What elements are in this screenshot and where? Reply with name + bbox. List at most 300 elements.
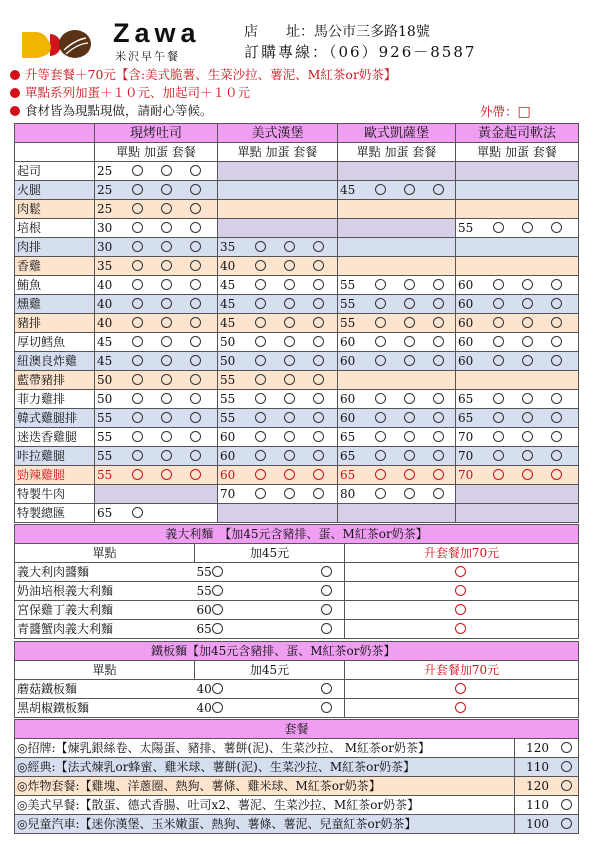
price-value: 55 <box>196 564 212 579</box>
price-cell <box>95 295 218 314</box>
option-circle-icon[interactable] <box>313 260 324 271</box>
option-circle-icon[interactable] <box>190 393 201 404</box>
option-circle-icon[interactable] <box>404 412 415 423</box>
option-circle-icon[interactable] <box>190 355 201 366</box>
sub-header: 單點 加蛋 套餐 <box>218 143 338 162</box>
price-value: 30 <box>97 220 113 235</box>
option-circle-icon[interactable] <box>375 184 386 195</box>
price-cell <box>95 162 218 181</box>
option-circle-icon[interactable] <box>493 450 504 461</box>
menu-row <box>15 257 579 276</box>
price-cell <box>95 466 218 485</box>
price-cell <box>95 257 218 276</box>
option-circle-icon[interactable] <box>561 799 572 810</box>
takeout-checkbox[interactable]: 外帶：□ <box>480 104 531 120</box>
option-circle-icon[interactable] <box>313 431 324 442</box>
menu-item-name: 豬排 <box>15 314 95 333</box>
option-circle-icon[interactable] <box>132 184 143 195</box>
option-circle-icon[interactable] <box>551 431 562 442</box>
price-value: 55 <box>97 410 113 425</box>
price-value: 55 <box>340 315 356 330</box>
option-circle-icon[interactable] <box>190 260 201 271</box>
option-circle-icon[interactable] <box>313 412 324 423</box>
set-meal-name: ◎招牌:【煉乳銀絲卷、太陽蛋、豬排、薯餅(泥)、生菜沙拉、 M紅茶or奶茶】 <box>15 739 515 758</box>
option-circle-icon[interactable] <box>132 507 143 518</box>
option-circle-icon[interactable] <box>161 203 172 214</box>
option-circle-icon[interactable] <box>522 431 533 442</box>
option-circle-icon[interactable] <box>522 393 533 404</box>
option-circle-icon[interactable] <box>313 450 324 461</box>
price-cell <box>456 200 579 219</box>
option-circle-icon[interactable] <box>404 317 415 328</box>
option-circle-icon[interactable] <box>404 298 415 309</box>
option-circle-icon[interactable] <box>161 260 172 271</box>
option-circle-icon[interactable] <box>190 374 201 385</box>
iron-col-single: 單點 <box>15 661 195 680</box>
option-circle-icon[interactable] <box>190 298 201 309</box>
option-circle-icon[interactable] <box>132 393 143 404</box>
option-circle-icon[interactable] <box>190 412 201 423</box>
option-circle-icon[interactable] <box>313 317 324 328</box>
option-circle-icon[interactable] <box>522 317 533 328</box>
option-circle-icon[interactable] <box>433 469 444 480</box>
option-circle-icon[interactable] <box>433 355 444 366</box>
price-cell <box>456 447 579 466</box>
set-meal-price-cell <box>515 796 579 815</box>
option-circle-icon[interactable] <box>404 355 415 366</box>
option-circle-icon[interactable] <box>161 184 172 195</box>
option-circle-icon[interactable] <box>161 241 172 252</box>
option-circle-icon[interactable] <box>132 450 143 461</box>
option-circle-icon[interactable] <box>255 241 266 252</box>
option-circle-icon[interactable] <box>132 241 143 252</box>
price-cell <box>95 371 218 390</box>
price-value: 45 <box>220 296 236 311</box>
price-cell <box>95 200 218 219</box>
option-circle-icon[interactable] <box>551 336 562 347</box>
option-circle-icon[interactable] <box>132 317 143 328</box>
note-addons: 單點系列加蛋＋１０元、加起司＋１０元 <box>10 84 250 102</box>
option-circle-icon[interactable] <box>404 450 415 461</box>
option-circle-icon[interactable] <box>255 450 266 461</box>
option-circle-icon[interactable] <box>284 317 295 328</box>
price-cell <box>218 162 338 181</box>
price-cell <box>95 333 218 352</box>
option-circle-icon[interactable] <box>161 469 172 480</box>
menu-item-name: 咔拉雞腿 <box>15 447 95 466</box>
menu-row <box>15 333 579 352</box>
option-circle-icon[interactable] <box>455 623 466 634</box>
option-circle-icon[interactable] <box>190 317 201 328</box>
price-cell <box>456 352 579 371</box>
option-circle-icon[interactable] <box>212 702 223 713</box>
option-circle-icon[interactable] <box>313 279 324 290</box>
option-circle-icon[interactable] <box>493 222 504 233</box>
price-value: 50 <box>220 353 236 368</box>
option-circle-icon[interactable] <box>433 317 444 328</box>
option-circle-icon[interactable] <box>433 412 444 423</box>
option-circle-icon[interactable] <box>284 374 295 385</box>
option-circle-icon[interactable] <box>132 298 143 309</box>
option-circle-icon[interactable] <box>321 585 332 596</box>
menu-item-name: 起司 <box>15 162 95 181</box>
option-circle-icon[interactable] <box>522 298 533 309</box>
option-circle-icon[interactable] <box>161 279 172 290</box>
menu-row <box>15 485 579 504</box>
option-circle-icon[interactable] <box>313 336 324 347</box>
price-cell <box>195 601 345 620</box>
iron-menu-table <box>14 641 579 718</box>
price-cell <box>338 447 456 466</box>
option-circle-icon[interactable] <box>255 336 266 347</box>
option-circle-icon[interactable] <box>375 469 386 480</box>
option-circle-icon[interactable] <box>132 412 143 423</box>
option-circle-icon[interactable] <box>212 683 223 694</box>
set-meal-price-cell <box>515 739 579 758</box>
menu-item-name: 燻雞 <box>15 295 95 314</box>
option-circle-icon[interactable] <box>132 279 143 290</box>
option-circle-icon[interactable] <box>433 393 444 404</box>
menu-row <box>15 219 579 238</box>
option-circle-icon[interactable] <box>455 566 466 577</box>
menu-row <box>15 352 579 371</box>
option-circle-icon[interactable] <box>493 469 504 480</box>
brand-subtitle: 米沢早午餐 <box>115 51 180 63</box>
option-circle-icon[interactable] <box>375 298 386 309</box>
option-circle-icon[interactable] <box>284 450 295 461</box>
option-circle-icon[interactable] <box>493 431 504 442</box>
option-circle-icon[interactable] <box>321 683 332 694</box>
address-line <box>244 22 430 42</box>
pasta-col-add: 加45元 <box>195 544 345 563</box>
option-circle-icon[interactable] <box>161 298 172 309</box>
option-circle-icon[interactable] <box>132 355 143 366</box>
option-circle-icon[interactable] <box>375 279 386 290</box>
menu-item-name: 蘑菇鐵板麵 <box>15 680 195 699</box>
option-circle-icon[interactable] <box>551 469 562 480</box>
menu-row <box>15 314 579 333</box>
price-value: 40 <box>97 277 113 292</box>
option-circle-icon[interactable] <box>212 623 223 634</box>
option-circle-icon[interactable] <box>375 317 386 328</box>
price-value: 60 <box>458 353 474 368</box>
iron-title: 鐵板麵【加45元含豬排、蛋、M紅茶or奶茶】 <box>15 642 579 661</box>
category-caesar: 歐式凱薩堡 <box>338 124 456 143</box>
option-circle-icon[interactable] <box>321 604 332 615</box>
option-circle-icon[interactable] <box>212 566 223 577</box>
option-circle-icon[interactable] <box>551 298 562 309</box>
iron-column-row <box>15 661 579 680</box>
option-circle-icon[interactable] <box>132 165 143 176</box>
option-circle-icon[interactable] <box>284 355 295 366</box>
option-circle-icon[interactable] <box>190 431 201 442</box>
price-cell <box>338 333 456 352</box>
category-header-row <box>15 124 579 143</box>
option-circle-icon[interactable] <box>284 488 295 499</box>
option-circle-icon[interactable] <box>161 412 172 423</box>
price-value: 45 <box>97 353 113 368</box>
option-circle-icon[interactable] <box>255 260 266 271</box>
pasta-column-row <box>15 544 579 563</box>
price-cell <box>456 409 579 428</box>
option-circle-icon[interactable] <box>522 222 533 233</box>
option-circle-icon[interactable] <box>455 585 466 596</box>
menu-item-name: 肉鬆 <box>15 200 95 219</box>
option-circle-icon[interactable] <box>493 393 504 404</box>
price-value: 110 <box>526 759 550 774</box>
option-circle-icon[interactable] <box>284 412 295 423</box>
option-circle-icon[interactable] <box>284 241 295 252</box>
option-circle-icon[interactable] <box>190 203 201 214</box>
option-circle-icon[interactable] <box>161 165 172 176</box>
option-circle-icon[interactable] <box>551 317 562 328</box>
option-circle-icon[interactable] <box>132 431 143 442</box>
option-circle-icon[interactable] <box>321 623 332 634</box>
option-circle-icon[interactable] <box>551 279 562 290</box>
option-circle-icon[interactable] <box>190 165 201 176</box>
price-value: 50 <box>97 372 113 387</box>
option-circle-icon[interactable] <box>522 469 533 480</box>
menu-item-name: 肉排 <box>15 238 95 257</box>
price-value: 65 <box>340 448 356 463</box>
option-circle-icon[interactable] <box>455 683 466 694</box>
option-circle-icon[interactable] <box>493 412 504 423</box>
option-circle-icon[interactable] <box>493 279 504 290</box>
price-cell <box>195 563 345 582</box>
bullet-icon <box>10 106 20 116</box>
menu-item-name: 迷迭香雞腿 <box>15 428 95 447</box>
price-cell <box>338 257 456 276</box>
price-value: 55 <box>97 467 113 482</box>
option-circle-icon[interactable] <box>561 742 572 753</box>
price-cell <box>338 485 456 504</box>
price-cell <box>95 390 218 409</box>
price-value: 55 <box>220 410 236 425</box>
option-circle-icon[interactable] <box>433 298 444 309</box>
menu-item-name: 培根 <box>15 219 95 238</box>
option-circle-icon[interactable] <box>493 336 504 347</box>
price-cell <box>338 390 456 409</box>
option-circle-icon[interactable] <box>190 469 201 480</box>
option-circle-icon[interactable] <box>493 298 504 309</box>
pasta-menu-table <box>14 524 579 639</box>
option-circle-icon[interactable] <box>404 469 415 480</box>
pasta-col-single: 單點 <box>15 544 195 563</box>
price-cell <box>338 409 456 428</box>
option-circle-icon[interactable] <box>161 336 172 347</box>
option-circle-icon[interactable] <box>433 336 444 347</box>
option-circle-icon[interactable] <box>551 393 562 404</box>
menu-row <box>15 181 579 200</box>
option-circle-icon[interactable] <box>161 374 172 385</box>
option-circle-icon[interactable] <box>404 336 415 347</box>
menu-row <box>15 162 579 181</box>
option-circle-icon[interactable] <box>375 393 386 404</box>
set-meal-name: ◎兒童汽車:【迷你漢堡、玉米嫩蛋、熱狗、薯條、薯泥、兒童紅茶or奶茶】 <box>15 815 515 834</box>
menu-row <box>15 620 579 639</box>
option-circle-icon[interactable] <box>313 488 324 499</box>
menu-item-name: 青醬蟹肉義大利麵 <box>15 620 195 639</box>
option-circle-icon[interactable] <box>313 374 324 385</box>
option-circle-icon[interactable] <box>375 450 386 461</box>
price-cell <box>456 390 579 409</box>
option-circle-icon[interactable] <box>161 393 172 404</box>
price-cell <box>95 219 218 238</box>
price-value: 60 <box>458 296 474 311</box>
price-cell <box>218 485 338 504</box>
option-circle-icon[interactable] <box>255 393 266 404</box>
option-circle-icon[interactable] <box>284 393 295 404</box>
upgrade-cell <box>345 680 579 699</box>
upgrade-cell <box>345 563 579 582</box>
option-circle-icon[interactable] <box>255 317 266 328</box>
sub-header: 單點 加蛋 套餐 <box>95 143 218 162</box>
option-circle-icon[interactable] <box>375 488 386 499</box>
price-cell <box>218 428 338 447</box>
option-circle-icon[interactable] <box>255 412 266 423</box>
option-circle-icon[interactable] <box>284 469 295 480</box>
option-circle-icon[interactable] <box>255 431 266 442</box>
option-circle-icon[interactable] <box>132 336 143 347</box>
option-circle-icon[interactable] <box>161 450 172 461</box>
option-circle-icon[interactable] <box>161 431 172 442</box>
set-meal-price-cell <box>515 777 579 796</box>
menu-item-name: 韓式雞腿排 <box>15 409 95 428</box>
option-circle-icon[interactable] <box>404 431 415 442</box>
menu-row <box>15 466 579 485</box>
option-circle-icon[interactable] <box>561 780 572 791</box>
price-cell <box>338 314 456 333</box>
option-circle-icon[interactable] <box>284 336 295 347</box>
price-cell <box>218 371 338 390</box>
option-circle-icon[interactable] <box>313 393 324 404</box>
option-circle-icon[interactable] <box>561 761 572 772</box>
price-cell <box>456 181 579 200</box>
price-cell <box>218 390 338 409</box>
option-circle-icon[interactable] <box>551 412 562 423</box>
option-circle-icon[interactable] <box>375 412 386 423</box>
option-circle-icon[interactable] <box>132 469 143 480</box>
option-circle-icon[interactable] <box>551 450 562 461</box>
menu-item-name: 菲力雞排 <box>15 390 95 409</box>
menu-row <box>15 295 579 314</box>
note-fresh: 食材皆為現點現做，請耐心等候。 <box>10 102 213 120</box>
option-circle-icon[interactable] <box>190 222 201 233</box>
option-circle-icon[interactable] <box>404 393 415 404</box>
option-circle-icon[interactable] <box>551 222 562 233</box>
option-circle-icon[interactable] <box>313 241 324 252</box>
option-circle-icon[interactable] <box>433 450 444 461</box>
option-circle-icon[interactable] <box>404 184 415 195</box>
option-circle-icon[interactable] <box>321 566 332 577</box>
option-circle-icon[interactable] <box>161 355 172 366</box>
option-circle-icon[interactable] <box>255 279 266 290</box>
price-value: 60 <box>340 334 356 349</box>
price-cell <box>456 219 579 238</box>
price-value: 65 <box>458 410 474 425</box>
option-circle-icon[interactable] <box>375 431 386 442</box>
option-circle-icon[interactable] <box>132 222 143 233</box>
option-circle-icon[interactable] <box>190 184 201 195</box>
option-circle-icon[interactable] <box>255 488 266 499</box>
option-circle-icon[interactable] <box>132 374 143 385</box>
option-circle-icon[interactable] <box>375 355 386 366</box>
phone-number: （06）926－8587 <box>329 43 477 61</box>
option-circle-icon[interactable] <box>321 702 332 713</box>
option-circle-icon[interactable] <box>493 355 504 366</box>
upgrade-cell <box>345 699 579 718</box>
option-circle-icon[interactable] <box>161 222 172 233</box>
option-circle-icon[interactable] <box>404 488 415 499</box>
menu-item-name: 黑胡椒鐵板麵 <box>15 699 195 718</box>
option-circle-icon[interactable] <box>455 702 466 713</box>
option-circle-icon[interactable] <box>212 604 223 615</box>
option-circle-icon[interactable] <box>433 279 444 290</box>
option-circle-icon[interactable] <box>551 355 562 366</box>
option-circle-icon[interactable] <box>190 336 201 347</box>
set-meal-price-cell <box>515 815 579 834</box>
menu-item-name: 特製牛肉 <box>15 485 95 504</box>
option-circle-icon[interactable] <box>433 488 444 499</box>
option-circle-icon[interactable] <box>190 241 201 252</box>
option-circle-icon[interactable] <box>522 355 533 366</box>
option-circle-icon[interactable] <box>212 585 223 596</box>
price-value: 120 <box>526 740 550 755</box>
upgrade-cell <box>345 582 579 601</box>
option-circle-icon[interactable] <box>284 260 295 271</box>
option-circle-icon[interactable] <box>132 260 143 271</box>
price-cell <box>456 162 579 181</box>
option-circle-icon[interactable] <box>313 355 324 366</box>
option-circle-icon[interactable] <box>284 431 295 442</box>
option-circle-icon[interactable] <box>255 298 266 309</box>
option-circle-icon[interactable] <box>313 469 324 480</box>
option-circle-icon[interactable] <box>522 450 533 461</box>
option-circle-icon[interactable] <box>433 431 444 442</box>
option-circle-icon[interactable] <box>455 604 466 615</box>
option-circle-icon[interactable] <box>404 279 415 290</box>
option-circle-icon[interactable] <box>375 336 386 347</box>
option-circle-icon[interactable] <box>313 298 324 309</box>
option-circle-icon[interactable] <box>522 336 533 347</box>
option-circle-icon[interactable] <box>190 279 201 290</box>
price-value: 70 <box>458 429 474 444</box>
set-meal-name: ◎美式早餐:【散蛋、德式香腸、吐司x2、薯泥、生菜沙拉、M紅茶or奶茶】 <box>15 796 515 815</box>
option-circle-icon[interactable] <box>522 412 533 423</box>
option-circle-icon[interactable] <box>522 279 533 290</box>
price-value: 45 <box>220 315 236 330</box>
option-circle-icon[interactable] <box>284 279 295 290</box>
price-cell <box>95 238 218 257</box>
option-circle-icon[interactable] <box>132 203 143 214</box>
option-circle-icon[interactable] <box>561 818 572 829</box>
price-cell <box>95 485 218 504</box>
price-cell <box>218 276 338 295</box>
price-cell <box>338 200 456 219</box>
option-circle-icon[interactable] <box>255 469 266 480</box>
option-circle-icon[interactable] <box>284 298 295 309</box>
option-circle-icon[interactable] <box>255 374 266 385</box>
menu-row <box>15 563 579 582</box>
option-circle-icon[interactable] <box>433 184 444 195</box>
option-circle-icon[interactable] <box>255 355 266 366</box>
option-circle-icon[interactable] <box>493 317 504 328</box>
price-cell <box>95 504 218 523</box>
price-value: 40 <box>97 315 113 330</box>
menu-row <box>15 200 579 219</box>
option-circle-icon[interactable] <box>161 317 172 328</box>
option-circle-icon[interactable] <box>190 450 201 461</box>
